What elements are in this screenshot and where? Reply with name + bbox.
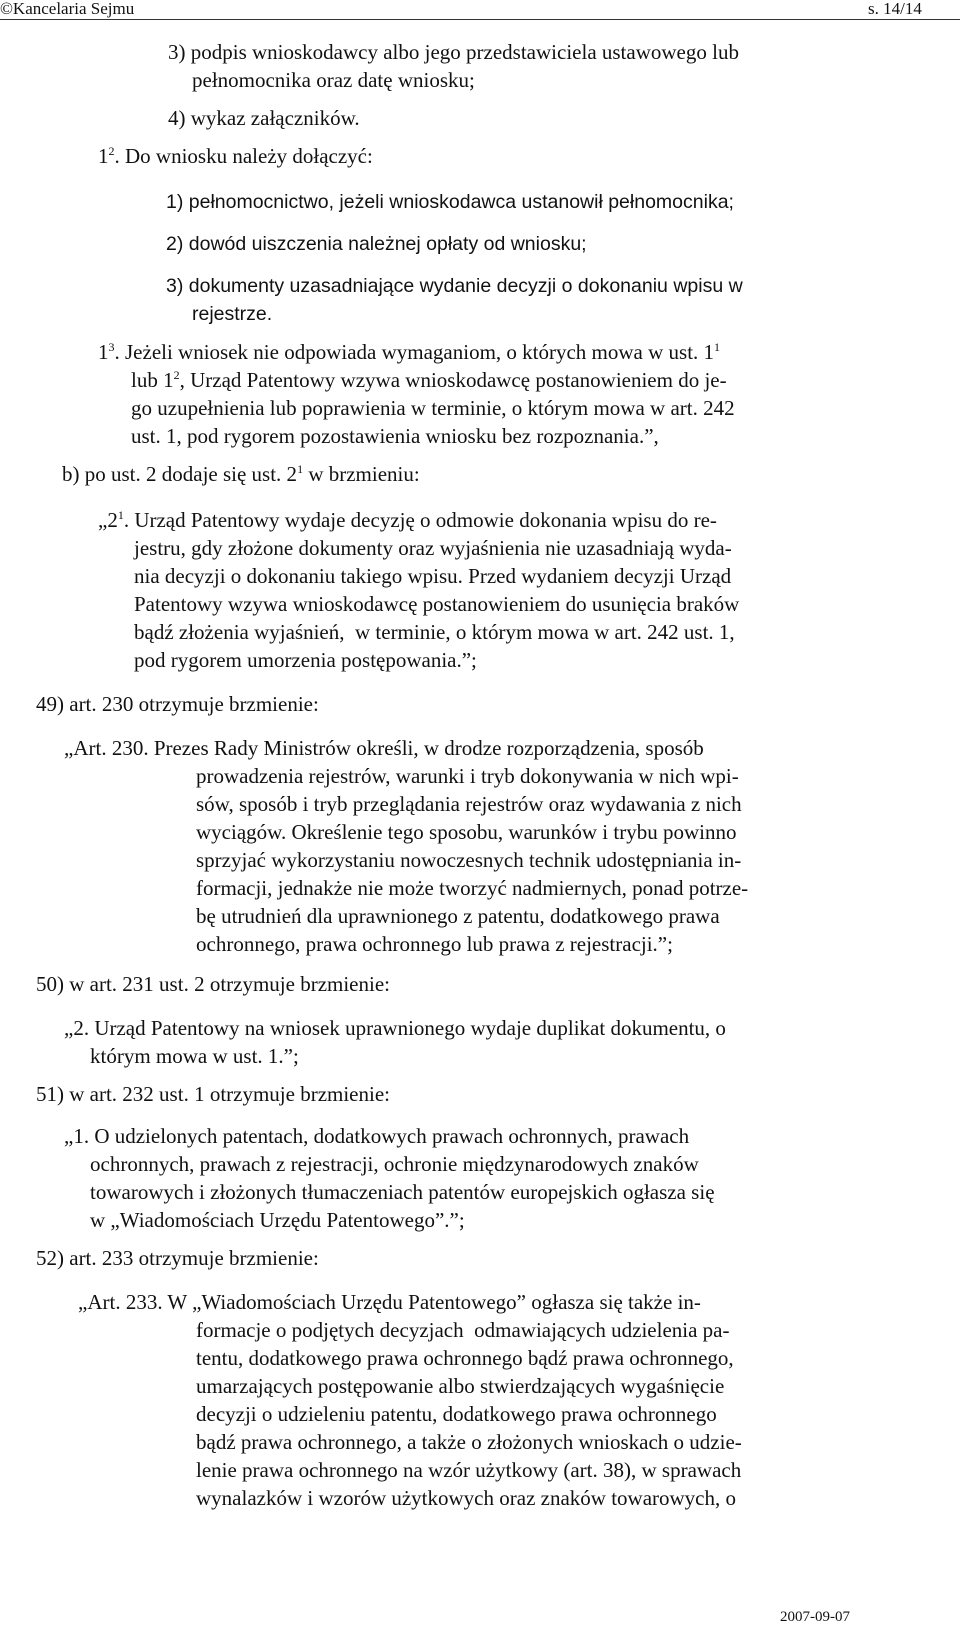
text-line: towarowych i złożonych tłumaczeniach patentów europejskich ogłasza się <box>90 1180 715 1204</box>
text-line: wynalazków i wzorów użytkowych oraz znaków towarowych, o <box>196 1486 736 1510</box>
text-line: bę utrudnień dla uprawnionego z patentu, dodatkowego prawa <box>196 904 720 928</box>
text-line: tentu, dodatkowego prawa ochronnego bądź prawa ochronnego, <box>196 1346 734 1370</box>
text-line: formacje o podjętych decyzjach odmawiających udzielenia pa- <box>196 1318 730 1342</box>
header-page-number: s. 14/14 <box>868 0 922 18</box>
text-line: 2) dowód uiszczenia należnej opłaty od wniosku; <box>166 233 587 255</box>
text-line: pod rygorem umorzenia postępowania.”; <box>134 648 477 672</box>
text-line: w „Wiadomościach Urzędu Patentowego”.”; <box>90 1208 465 1232</box>
text-line: lub $1^2$, Urząd Patentowy wzywa wnioskodawcę postanowieniem do je- <box>131 368 727 392</box>
text-line: Patentowy wzywa wnioskodawcę postanowieniem do usunięcia braków <box>134 592 740 616</box>
text-line: sów, sposób i tryb przeglądania rejestrów oraz wydawania z nich <box>196 792 742 816</box>
text-line: 50) w art. 231 ust. 2 otrzymuje brzmienie: <box>36 972 390 996</box>
text-line: 3) dokumenty uzasadniające wydanie decyzji o dokonaniu wpisu w <box>166 275 743 297</box>
paragraph-2-1: $„2^1$. Urząd Patentowy wydaje decyzję o odmowie dokonania wpisu do re- <box>98 508 717 532</box>
text-line: prowadzenia rejestrów, warunki i tryb dokonywania w nich wpi- <box>196 764 739 788</box>
text-line: b) po ust. 2 dodaje się ust. $2^1$ w brzmieniu: <box>62 462 420 486</box>
text-line: 52) art. 233 otrzymuje brzmienie: <box>36 1246 319 1270</box>
text-line: formacji, jednakże nie może tworzyć nadmiernych, ponad potrze- <box>196 876 749 900</box>
text-line: „Art. 233. W „Wiadomościach Urzędu Patentowego” ogłasza się także in- <box>78 1290 701 1314</box>
footer-date: 2007-09-07 <box>780 1609 850 1625</box>
text-line: ochronnego, prawa ochronnego lub prawa z rejestracji.”; <box>196 932 673 956</box>
text-line: umarzających postępowanie albo stwierdzających wygaśnięcie <box>196 1374 725 1398</box>
text-line: „1. O udzielonych patentach, dodatkowych prawach ochronnych, prawach <box>64 1124 690 1148</box>
text-line: pełnomocnika oraz datę wniosku; <box>192 68 475 92</box>
header-copyright: ©Kancelaria Sejmu <box>0 0 135 18</box>
text-line: sprzyjać wykorzystaniu nowoczesnych technik udostępniania in- <box>196 848 742 872</box>
text-line: 4) wykaz załączników. <box>168 106 360 130</box>
text-line: „Art. 230. Prezes Rady Ministrów określi, w drodze rozporządzenia, sposób <box>64 736 704 760</box>
text-line: ust. 1, pod rygorem pozostawienia wniosku bez rozpoznania.”, <box>131 424 659 448</box>
text-line: 51) w art. 232 ust. 1 otrzymuje brzmienie: <box>36 1082 390 1106</box>
text-line: „2. Urząd Patentowy na wniosek uprawnionego wydaje duplikat dokumentu, o <box>64 1016 726 1040</box>
text-line: 49) art. 230 otrzymuje brzmienie: <box>36 692 319 716</box>
text-line: wyciągów. Określenie tego sposobu, warunków i trybu powinno <box>196 820 737 844</box>
text-line: lenie prawa ochronnego na wzór użytkowy (art. 38), w sprawach <box>196 1458 742 1482</box>
paragraph-1-3: $1^3$. Jeżeli wniosek nie odpowiada wymaganiom, o których mowa w ust. $1^1$ <box>98 340 721 364</box>
text-line: bądź złożenia wyjaśnień, w terminie, o którym mowa w art. 242 ust. 1, <box>134 620 735 644</box>
text-line: bądź prawa ochronnego, a także o złożonych wnioskach o udzie- <box>196 1430 742 1454</box>
header-divider <box>0 19 960 20</box>
text-line: rejestrze. <box>192 303 273 325</box>
paragraph-1-2: $1^2$. Do wniosku należy dołączyć: <box>98 144 373 168</box>
text-line: 3) podpis wnioskodawcy albo jego przedstawiciela ustawowego lub <box>168 40 739 64</box>
text-line: którym mowa w ust. 1.”; <box>90 1044 299 1068</box>
text-line: go uzupełnienia lub poprawienia w terminie, o którym mowa w art. 242 <box>131 396 735 420</box>
text-line: 1) pełnomocnictwo, jeżeli wnioskodawca ustanowił pełnomocnika; <box>166 191 734 213</box>
text-line: nia decyzji o dokonaniu takiego wpisu. Przed wydaniem decyzji Urząd <box>134 564 732 588</box>
text-line: ochronnych, prawach z rejestracji, ochronie międzynarodowych znaków <box>90 1152 699 1176</box>
text-line: jestru, gdy złożone dokumenty oraz wyjaśnienia nie uzasadniają wyda- <box>134 536 732 560</box>
text-line: decyzji o udzieleniu patentu, dodatkowego prawa ochronnego <box>196 1402 717 1426</box>
